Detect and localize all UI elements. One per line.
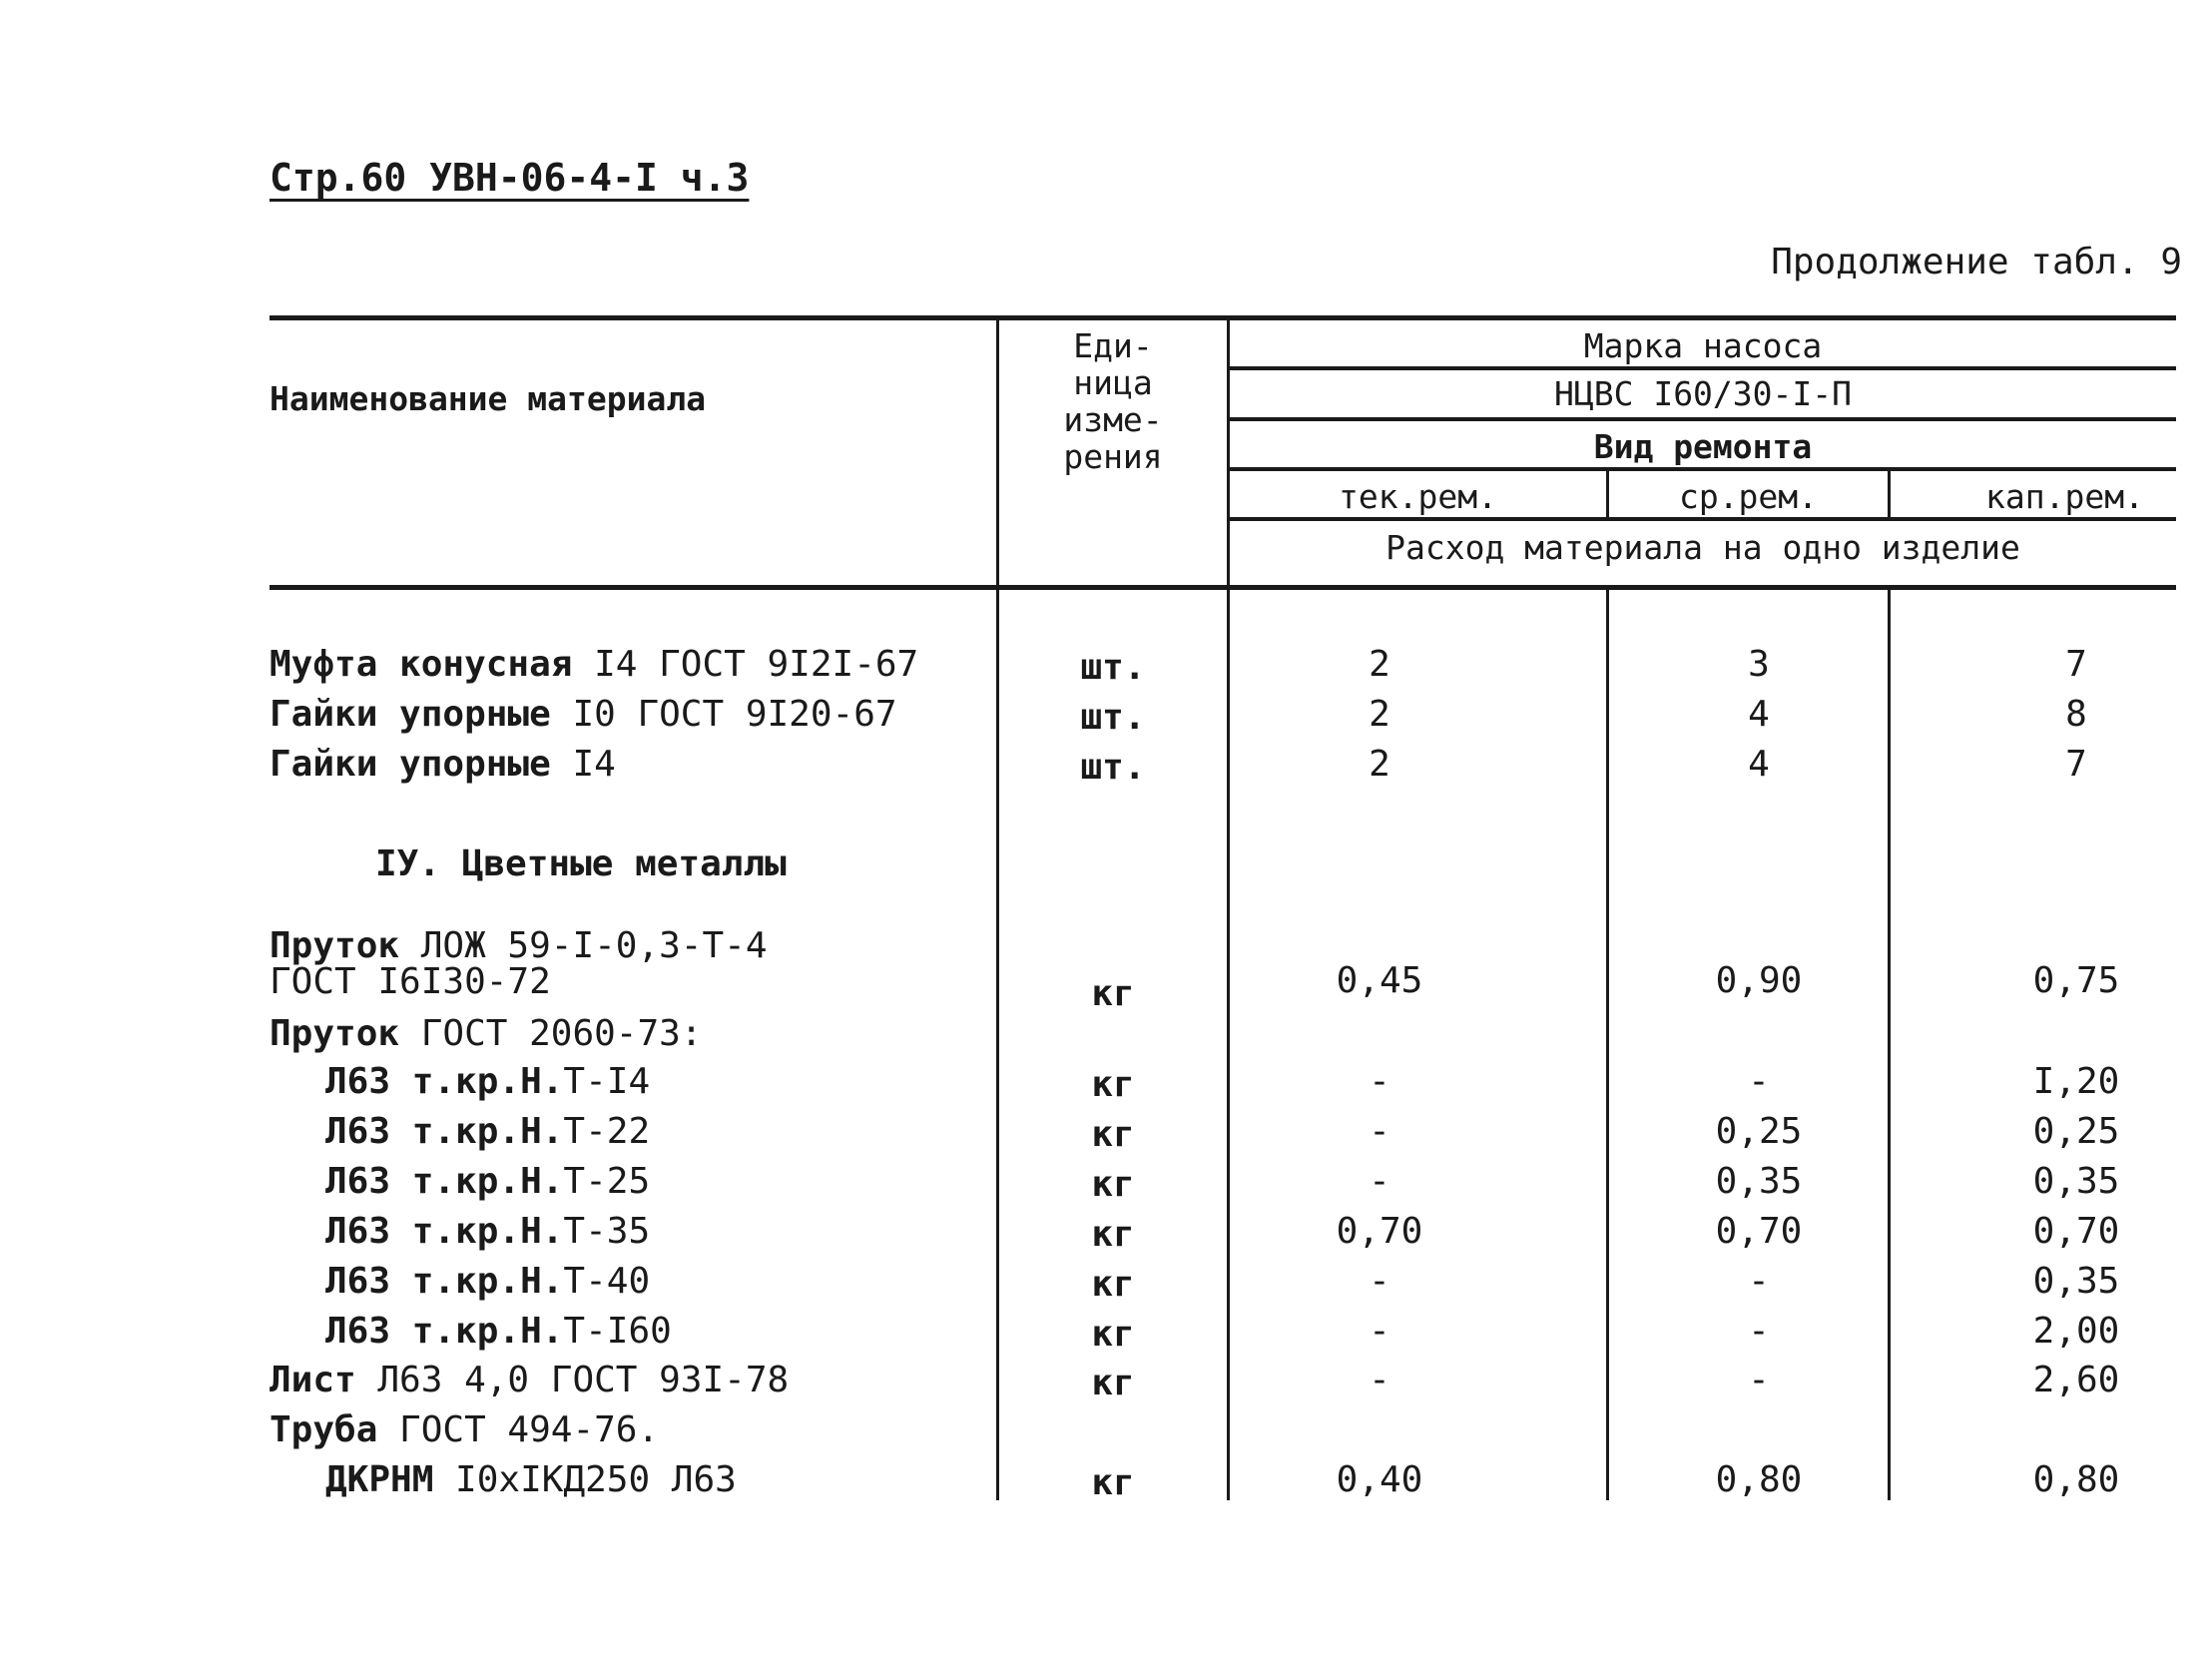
material-name-spec: Т-I60 (563, 1311, 672, 1352)
material-name-spec: ГОСТ 494-76. (377, 1409, 660, 1450)
unit-cell: кг (1091, 1264, 1135, 1305)
material-name-main: ДКРНМ (325, 1459, 434, 1500)
value-kap: I,20 (2032, 1061, 2120, 1102)
value-sr: 0,35 (1715, 1161, 1803, 1202)
repair-type-sr: ср.рем. (1678, 477, 1819, 516)
unit-cell: кг (1091, 1314, 1135, 1355)
material-name (325, 1459, 737, 1500)
rule-under-brand (1230, 366, 2176, 370)
value-kap: 0,75 (2032, 960, 2120, 1001)
material-name (270, 1409, 659, 1450)
material-name (325, 1161, 650, 1202)
material-name-main: Л63 т.кр.Н. (325, 1111, 564, 1152)
value-tek: 0,45 (1336, 960, 1423, 1001)
material-name-spec: Т-40 (563, 1261, 651, 1302)
material-name-header: Наименование материала (270, 379, 707, 418)
material-name (270, 694, 897, 735)
value-tek: 0,70 (1336, 1211, 1423, 1252)
material-name-main: Гайки упорные (270, 694, 551, 735)
value-sr: 0,70 (1715, 1211, 1803, 1252)
material-name (325, 1061, 650, 1102)
unit-cell: кг (1091, 1462, 1135, 1503)
value-tek: - (1369, 1061, 1390, 1102)
value-kap: 0,35 (2032, 1161, 2120, 1202)
value-tek: - (1369, 1111, 1390, 1152)
value-sr: 0,25 (1715, 1111, 1803, 1152)
material-name-main: Гайки упорные (270, 744, 551, 785)
unit-cell: кг (1091, 1114, 1135, 1155)
value-tek: - (1369, 1161, 1390, 1202)
value-tek: - (1369, 1360, 1390, 1400)
value-sr: - (1748, 1311, 1770, 1352)
material-name-main: Муфта конусная (270, 644, 573, 685)
material-name (270, 1013, 702, 1054)
repair-type-tek: тек.рем. (1339, 477, 1497, 516)
unit-header-text: Еди- ница изме- рения (1063, 326, 1163, 476)
table-continuation-label: Продолжение табл. 9 (1771, 242, 2182, 282)
value-kap: 2,00 (2032, 1311, 2120, 1352)
material-name-spec: Т-22 (563, 1111, 651, 1152)
value-sr: - (1748, 1261, 1770, 1302)
material-name-spec: I0хIКД250 Л63 (433, 1459, 737, 1500)
value-tek: - (1369, 1311, 1390, 1352)
section-heading: IУ. Цветные металлы (375, 843, 787, 884)
value-tek: 2 (1369, 694, 1390, 735)
material-name (270, 925, 768, 1002)
material-name-main: Л63 т.кр.Н. (325, 1211, 564, 1252)
material-name-main: Труба (270, 1409, 378, 1450)
material-name (325, 1111, 650, 1152)
value-kap: 0,80 (2032, 1459, 2120, 1500)
value-kap: 0,70 (2032, 1211, 2120, 1252)
value-kap: 8 (2065, 694, 2087, 735)
value-sr: 0,80 (1715, 1459, 1803, 1500)
material-name-main: Пруток (270, 925, 400, 966)
material-name-spec: I4 ГОСТ 9I2I-67 (572, 644, 919, 685)
material-name-main: Л63 т.кр.Н. (325, 1261, 564, 1302)
value-tek: - (1369, 1261, 1390, 1302)
value-tek: 2 (1369, 644, 1390, 685)
material-name-main: Л63 т.кр.Н. (325, 1161, 564, 1202)
material-name (270, 644, 918, 685)
unit-cell: шт. (1080, 697, 1146, 738)
value-kap: 7 (2065, 744, 2087, 785)
unit-header (998, 327, 1228, 475)
value-sr: 4 (1748, 744, 1770, 785)
value-sr: 3 (1748, 644, 1770, 685)
consumption-label: Расход материала на одно изделие (1385, 528, 2020, 567)
unit-cell: кг (1091, 1064, 1135, 1105)
material-name-spec: Т-25 (563, 1161, 651, 1202)
rule-under-model (1230, 417, 2176, 421)
material-name (270, 744, 616, 785)
value-kap: 7 (2065, 644, 2087, 685)
material-name-main: Л63 т.кр.Н. (325, 1311, 564, 1352)
repair-type-label: Вид ремонта (1593, 427, 1813, 466)
table-top-rule (270, 315, 2176, 320)
repair-type-kap: кап.рем. (1985, 477, 2144, 516)
unit-cell: кг (1091, 1363, 1135, 1403)
unit-cell: кг (1091, 1214, 1135, 1255)
value-kap: 0,25 (2032, 1111, 2120, 1152)
material-name-spec: I4 (550, 744, 616, 785)
material-name (325, 1311, 672, 1352)
material-name-standard: ГОСТ I6I30-72 (270, 961, 551, 1002)
pump-brand-label: Марка насоса (1583, 326, 1823, 365)
value-sr: - (1748, 1360, 1770, 1400)
page-reference: Стр.60 УВН-06-4-I ч.3 (270, 156, 750, 200)
value-sr: - (1748, 1061, 1770, 1102)
material-name-spec: Т-35 (563, 1211, 651, 1252)
material-name-main: Л63 т.кр.Н. (325, 1061, 564, 1102)
unit-cell: шт. (1080, 747, 1146, 788)
material-name-spec: I0 ГОСТ 9I20-67 (550, 694, 897, 735)
material-name (325, 1261, 650, 1302)
material-name-main: Пруток (270, 1013, 400, 1054)
unit-cell: кг (1091, 973, 1135, 1014)
material-name (325, 1211, 650, 1252)
rule-under-repair-label (1230, 467, 2176, 471)
unit-cell: шт. (1080, 647, 1146, 688)
value-sr: 4 (1748, 694, 1770, 735)
material-name-spec: Т-I4 (563, 1061, 651, 1102)
rule-under-repair-types (1230, 517, 2176, 521)
value-tek: 0,40 (1336, 1459, 1423, 1500)
value-sr: 0,90 (1715, 960, 1803, 1001)
material-name-spec: ЛОЖ 59-I-0,3-Т-4 (399, 925, 768, 966)
unit-cell: кг (1091, 1164, 1135, 1205)
pump-model: НЦВС I60/30-I-П (1553, 374, 1852, 413)
material-name (270, 1360, 789, 1400)
value-tek: 2 (1369, 744, 1390, 785)
material-name-spec: Л63 4,0 ГОСТ 93I-78 (355, 1360, 790, 1400)
value-kap: 2,60 (2032, 1360, 2120, 1400)
material-name-main: Лист (270, 1360, 356, 1400)
value-kap: 0,35 (2032, 1261, 2120, 1302)
material-name-spec: ГОСТ 2060-73: (399, 1013, 703, 1054)
